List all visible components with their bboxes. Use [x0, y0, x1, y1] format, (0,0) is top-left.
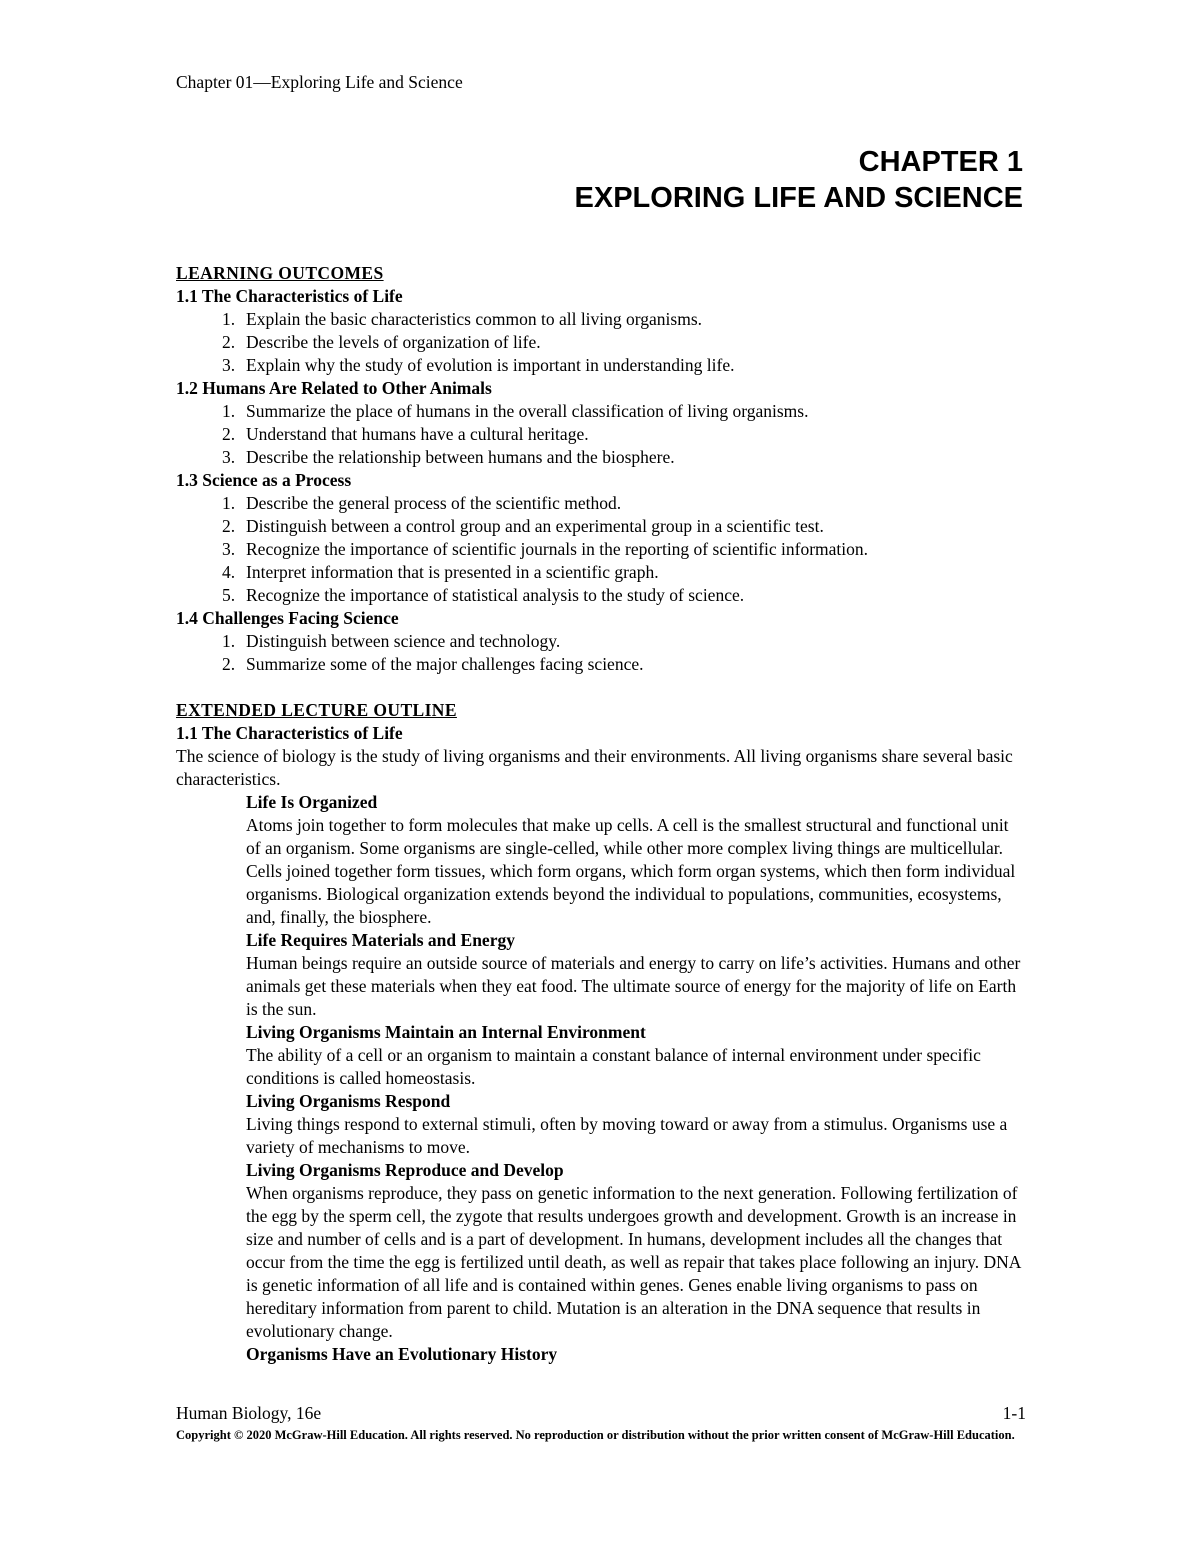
outcomes-list — [176, 400, 1026, 469]
list-item: 1. Distinguish between science and technology. — [222, 631, 561, 651]
outline-intro: The science of biology is the study of living organisms and their environments. All living organisms share several basic characteristics. — [176, 746, 1013, 789]
topic-title: Organisms Have an Evolutionary History — [246, 1344, 558, 1364]
outcomes-section-3 — [176, 469, 1026, 607]
running-header: Chapter 01—Exploring Life and Science — [176, 72, 463, 92]
topic-title: Living Organisms Maintain an Internal Environment — [246, 1022, 646, 1042]
topic-text: Human beings require an outside source of materials and energy to carry on life’s activities. Humans and other animals get these materials when they eat food. The ultimate source of energy for the majority of life on Earth is the sun. — [246, 953, 1021, 1019]
list-item: 3. Recognize the importance of scientific journals in the reporting of scientific information. — [222, 539, 869, 559]
outcomes-section-title: 1.3 Science as a Process — [176, 470, 352, 490]
outline-heading: EXTENDED LECTURE OUTLINE — [176, 700, 457, 720]
outcomes-section-2 — [176, 377, 1026, 469]
list-item: 2. Understand that humans have a cultural heritage. — [222, 424, 589, 444]
page-number: 1-1 — [1002, 1403, 1026, 1423]
topic-text: Living things respond to external stimuli, often by moving toward or away from a stimulus. Organisms use a variety of mechanisms to move. — [246, 1114, 1008, 1157]
copyright-notice: Copyright © 2020 McGraw-Hill Education. All rights reserved. No reproduction or distribution without the prior written consent of McGraw-Hill Education. — [176, 1428, 1015, 1442]
list-item: 2. Summarize some of the major challenges facing science. — [222, 654, 644, 674]
page-footer — [176, 1403, 1026, 1424]
topic-title: Life Requires Materials and Energy — [246, 930, 515, 950]
outcomes-section-title: 1.2 Humans Are Related to Other Animals — [176, 378, 492, 398]
page-content — [176, 262, 1026, 1366]
outcomes-section-title: 1.4 Challenges Facing Science — [176, 608, 399, 628]
topic-text: When organisms reproduce, they pass on genetic information to the next generation. Following fertilization of the egg by the sperm cell, the zygote that results undergoes growth and development. Growth is an increase in size and number of cells and is a part of development. In humans, development includes all the changes that occur from the time the egg is fertilized until death, as well as repair that takes place following an injury. DNA is genetic information of all life and is contained within genes. Genes enable living organisms to pass on hereditary information from parent to child. Mutation is an alteration in the DNA sequence that results in evolutionary change. — [246, 1183, 1021, 1341]
list-item: 3. Describe the relationship between humans and the biosphere. — [222, 447, 675, 467]
topic-title: Living Organisms Respond — [246, 1091, 451, 1111]
list-item: 3. Explain why the study of evolution is important in understanding life. — [222, 355, 735, 375]
outline-section-title: 1.1 The Characteristics of Life — [176, 723, 403, 743]
list-item: 1. Describe the general process of the scientific method. — [222, 493, 622, 513]
outcomes-section-4 — [176, 607, 1026, 676]
list-item: 2. Distinguish between a control group and an experimental group in a scientific test. — [222, 516, 824, 536]
topic-text: Atoms join together to form molecules that make up cells. A cell is the smallest structural and functional unit of an organism. Some organisms are single-celled, while other more complex living things are multicellular. Cells joined together form tissues, which form organs, which form organ systems, which then form individual organisms. Biological organization extends beyond the individual to populations, communities, ecosystems, and, finally, the biosphere. — [246, 815, 1016, 927]
book-title: Human Biology, 16e — [176, 1403, 322, 1423]
outcomes-list — [176, 630, 1026, 676]
outcomes-section-1 — [176, 285, 1026, 377]
learning-outcomes-heading: LEARNING OUTCOMES — [176, 263, 384, 283]
outcomes-section-title: 1.1 The Characteristics of Life — [176, 286, 403, 306]
list-item: 1. Summarize the place of humans in the overall classification of living organisms. — [222, 401, 809, 421]
outcomes-list — [176, 308, 1026, 377]
chapter-number: CHAPTER 1 — [858, 146, 1023, 178]
list-item: 4. Interpret information that is presented in a scientific graph. — [222, 562, 659, 582]
outline-topics — [176, 791, 1026, 1366]
chapter-title — [575, 144, 1023, 216]
list-item: 5. Recognize the importance of statistical analysis to the study of science. — [222, 585, 745, 605]
topic-title: Life Is Organized — [246, 792, 378, 812]
chapter-name: EXPLORING LIFE AND SCIENCE — [574, 182, 1023, 214]
topic-text: The ability of a cell or an organism to maintain a constant balance of internal environment under specific conditions is called homeostasis. — [246, 1045, 981, 1088]
topic-title: Living Organisms Reproduce and Develop — [246, 1160, 564, 1180]
list-item: 1. Explain the basic characteristics common to all living organisms. — [222, 309, 703, 329]
outcomes-list — [176, 492, 1026, 607]
list-item: 2. Describe the levels of organization of life. — [222, 332, 541, 352]
